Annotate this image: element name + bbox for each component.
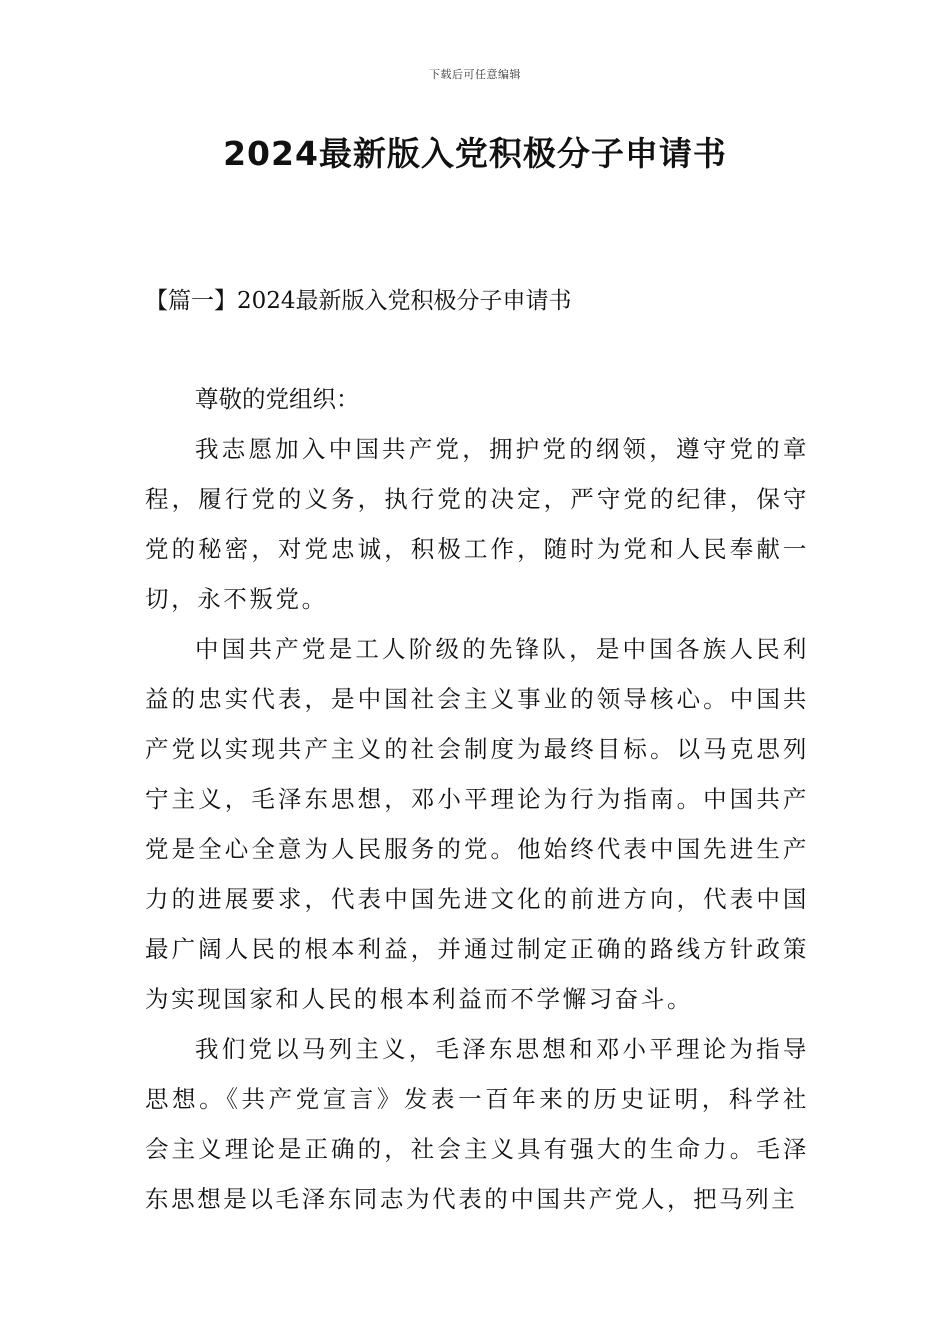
header-note: 下载后可任意编辑 bbox=[429, 68, 521, 81]
paragraph-3: 我们党以马列主义，毛泽东思想和邓小平理论为指导思想。《共产党宣言》发表一百年来的历史证明，科学社会主义理论是正确的，社会主义具有强大的生命力。毛泽东思想是以毛泽东同志为代表的中国共产党人，把马列主 bbox=[145, 1035, 809, 1213]
document-title: 2024最新版入党积极分子申请书 bbox=[223, 134, 727, 173]
paragraph-1: 我志愿加入中国共产党，拥护党的纲领，遵守党的章程，履行党的义务，执行党的决定，严守党的纪律，保守党的秘密，对党忠诚，积极工作，随时为党和人民奉献一切，永不叛党。 bbox=[145, 435, 809, 613]
paragraph-2: 中国共产党是工人阶级的先锋队，是中国各族人民利益的忠实代表，是中国社会主义事业的领导核心。中国共产党以实现共产主义的社会制度为最终目标。以马克思列宁主义，毛泽东思想，邓小平理论为行为指南。中国共产党是全心全意为人民服务的党。他始终代表中国先进生产力的进展要求，代表中国先进文化的前进方向，代表中国最广阔人民的根本利益，并通过制定正确的路线方针政策为实现国家和人民的根本利益而不学懈习奋斗。 bbox=[145, 635, 809, 1013]
document-body bbox=[145, 374, 809, 1224]
section-heading: 【篇一】2024最新版入党积极分子申请书 bbox=[145, 288, 572, 314]
salutation: 尊敬的党组织： bbox=[195, 385, 360, 413]
